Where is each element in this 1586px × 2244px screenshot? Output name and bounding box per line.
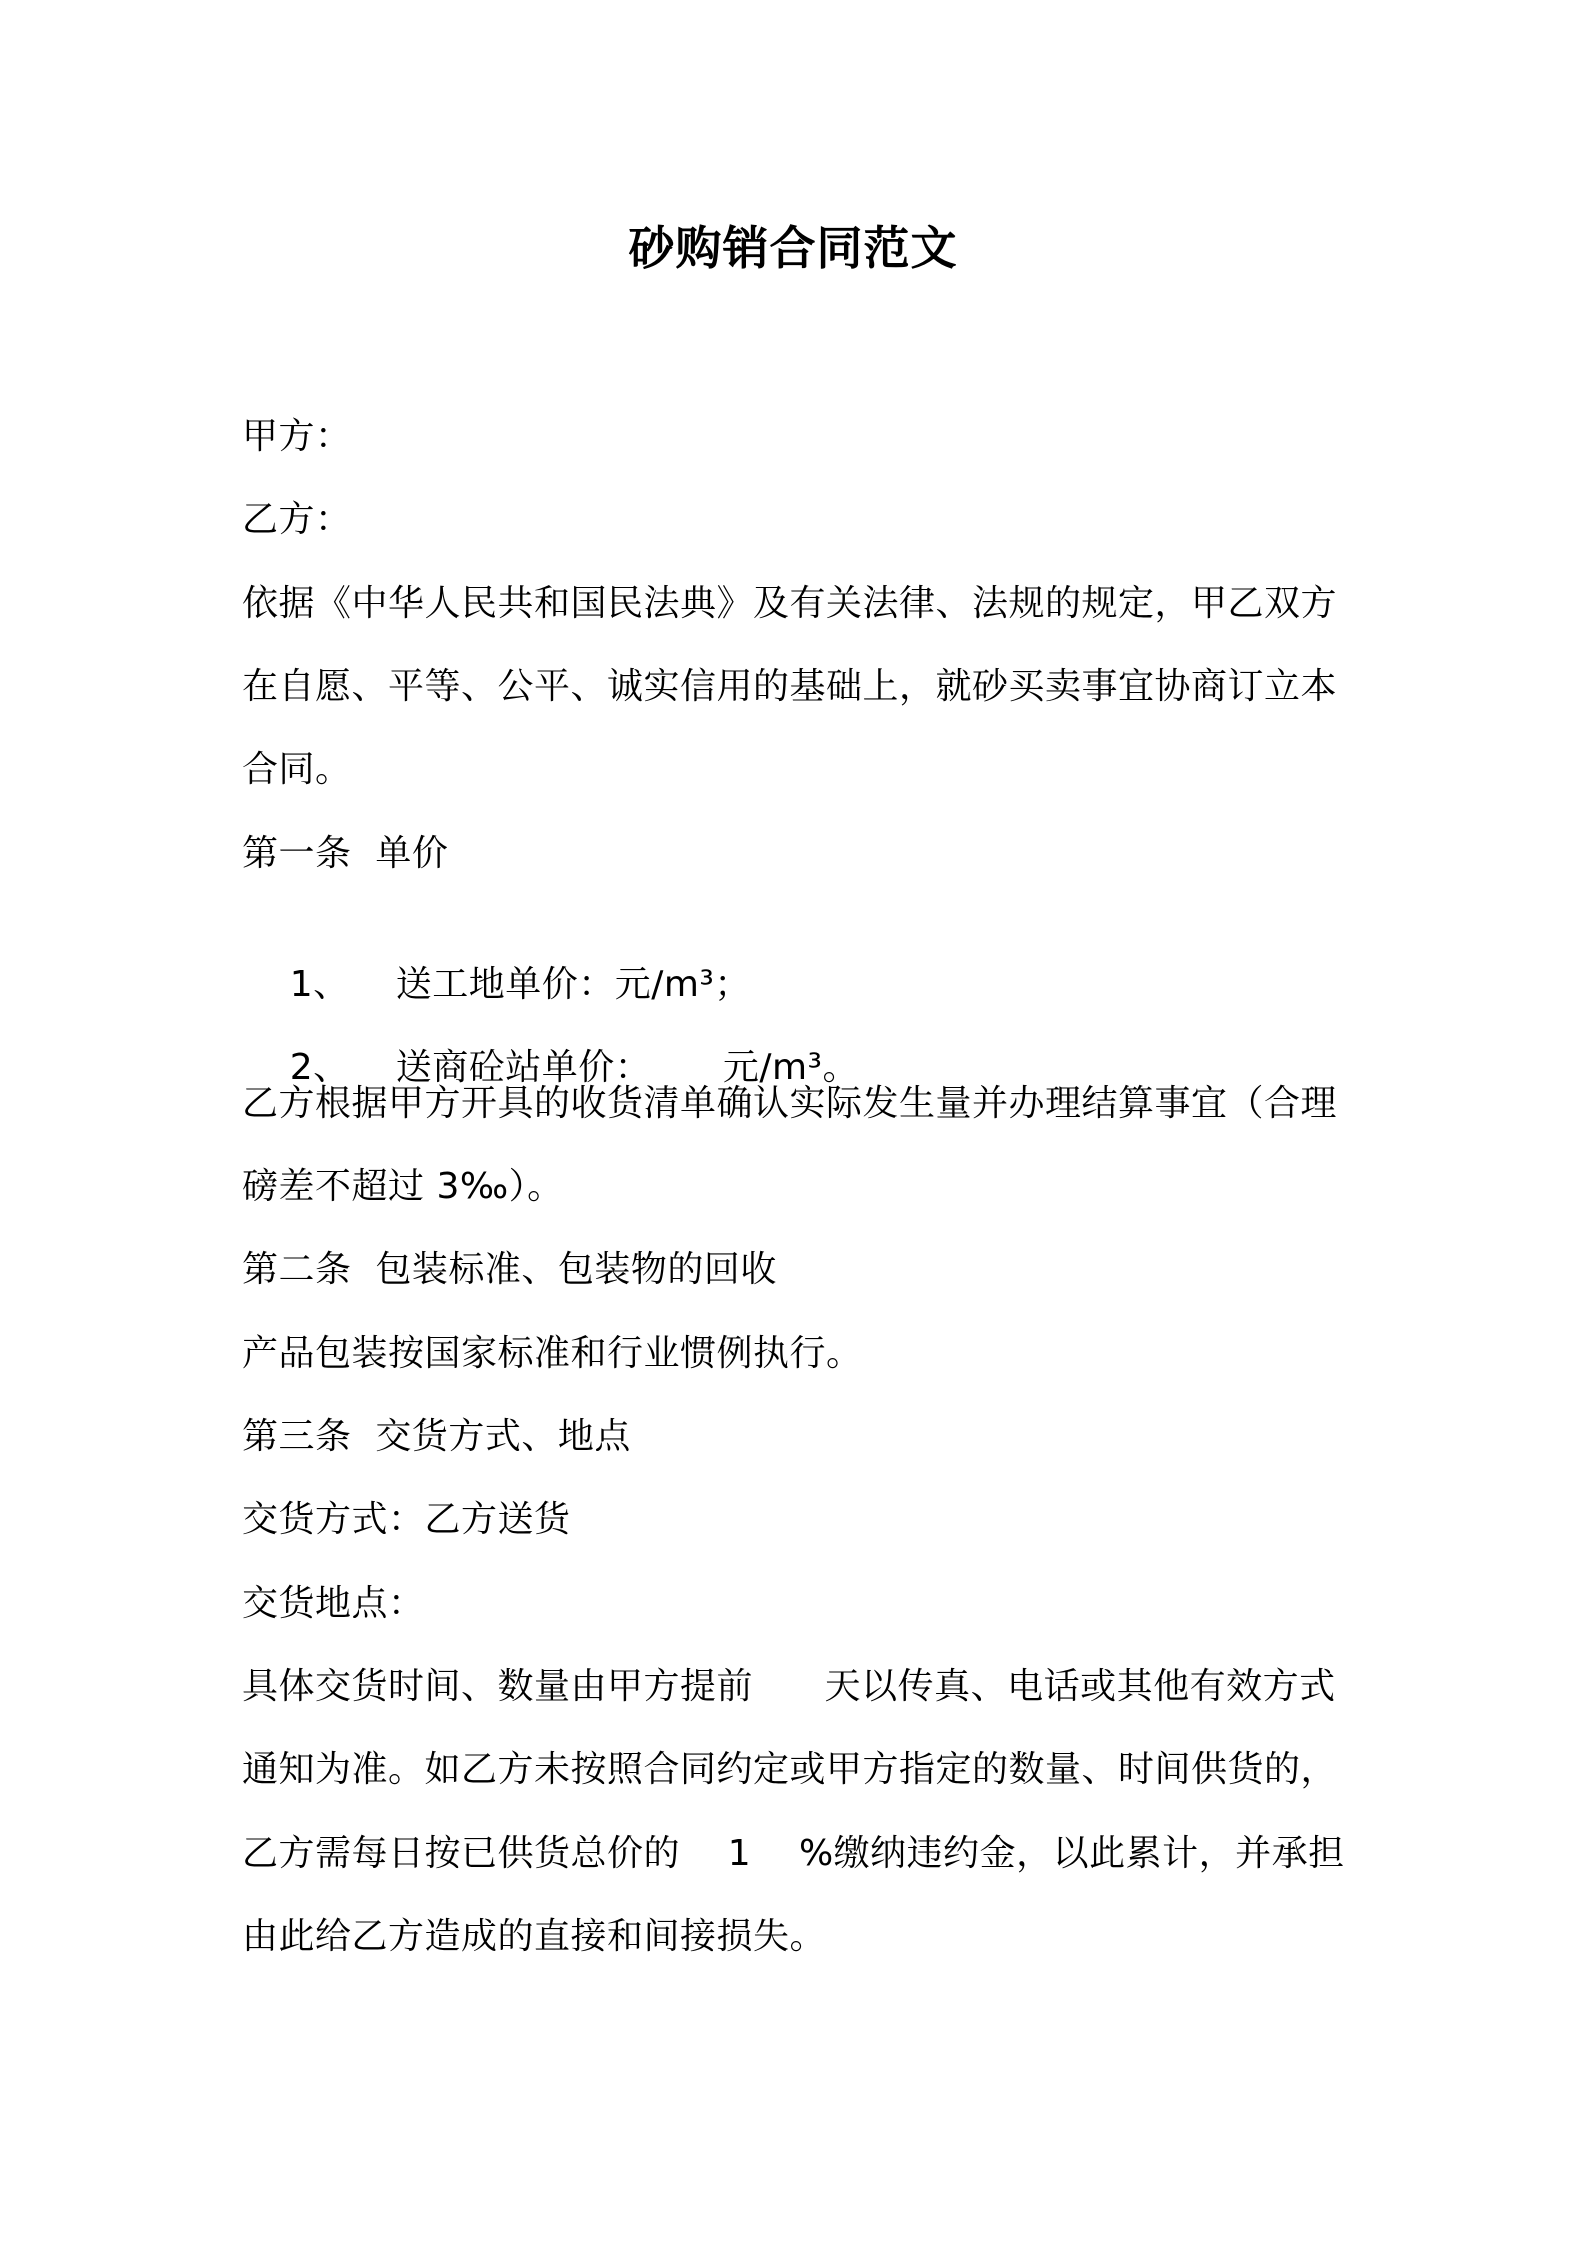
party-b-label: 乙方： <box>242 499 352 540</box>
intro-line-2: 在自愿、平等、公平、诚实信用的基础上，就砂买卖事宜协商订立本 <box>242 666 1338 707</box>
article2-heading: 第二条 包装标准、包装物的回收 <box>242 1249 777 1290</box>
item-text: 送工地单价：元/m³； <box>395 964 751 1005</box>
item-number: 2、 <box>289 1047 350 1088</box>
article1-note-line-1: 乙方根据甲方开具的收货清单确认实际发生量并办理结算事宜（合理 <box>242 1083 1338 1124</box>
document-title: 砂购销合同范文 <box>628 221 958 275</box>
article3-body-line-4: 由此给乙方造成的直接和间接损失。 <box>242 1916 827 1957</box>
article2-body: 产品包装按国家标准和行业惯例执行。 <box>242 1333 863 1374</box>
party-a-label: 甲方： <box>242 416 352 457</box>
article3-body-line-3: 乙方需每日按已供货总价的 1 %缴纳违约金，以此累计，并承担 <box>242 1833 1345 1874</box>
intro-line-3: 合同。 <box>242 749 352 790</box>
delivery-place: 交货地点： <box>242 1583 425 1624</box>
intro-line-1: 依据《中华人民共和国民法典》及有关法律、法规的规定，甲乙双方 <box>242 583 1338 624</box>
article3-heading: 第三条 交货方式、地点 <box>242 1416 631 1457</box>
article3-body-line-2: 通知为准。如乙方未按照合同约定或甲方指定的数量、时间供货的， <box>242 1749 1338 1790</box>
article3-body-line-1: 具体交货时间、数量由甲方提前 天以传真、电话或其他有效方式 <box>242 1666 1336 1707</box>
article1-note-line-2: 磅差不超过 3‰）。 <box>242 1166 564 1207</box>
delivery-method: 交货方式：乙方送货 <box>242 1499 571 1540</box>
article1-heading: 第一条 单价 <box>242 833 449 874</box>
item-text: 送商砼站单价： 元/m³。 <box>395 1047 859 1088</box>
item-number: 1、 <box>289 964 350 1005</box>
